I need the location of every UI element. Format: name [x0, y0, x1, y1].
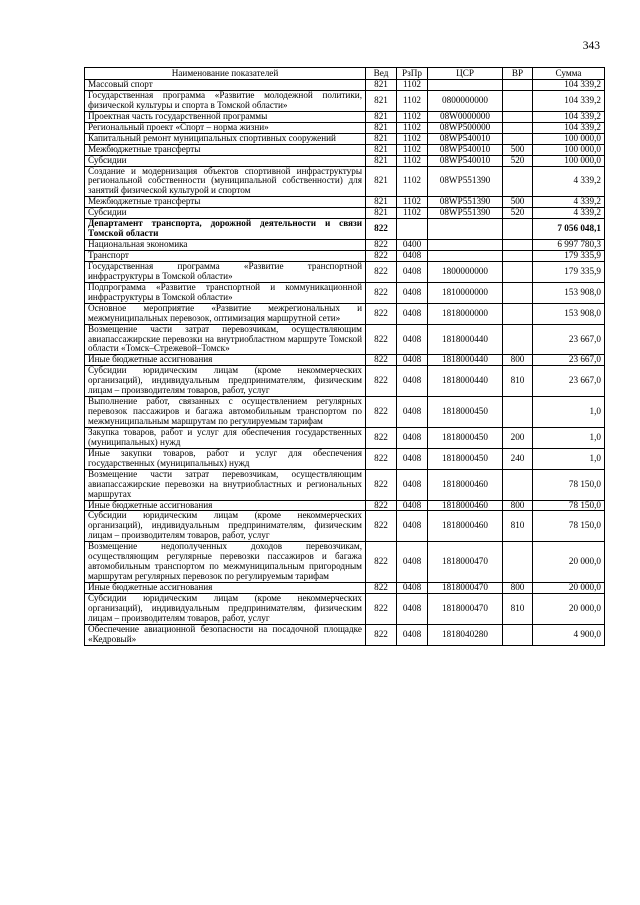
row-vr: 800 — [503, 583, 533, 594]
table-row — [85, 511, 605, 542]
row-sum: 78 150,0 — [533, 511, 605, 542]
table-row — [85, 324, 605, 355]
row-name: Закупка товаров, работ и услуг для обеспечения государственных (муниципальных) нужд — [85, 427, 366, 448]
row-ved: 822 — [366, 511, 397, 542]
row-name: Массовый спорт — [85, 80, 366, 91]
row-name: Государственная программа «Развитие транспортной инфраструктуры в Томской области» — [85, 261, 366, 282]
row-vr: 200 — [503, 427, 533, 448]
header-csr: ЦСР — [428, 68, 503, 80]
row-sum: 153 908,0 — [533, 282, 605, 303]
row-csr: 1818040280 — [428, 624, 503, 645]
row-ved: 821 — [366, 111, 397, 122]
row-sum: 100 000,0 — [533, 133, 605, 144]
row-ved: 821 — [366, 208, 397, 219]
table-row — [85, 397, 605, 428]
row-csr: 1818000450 — [428, 427, 503, 448]
header-rzpr: РзПр — [397, 68, 428, 80]
table-row — [85, 90, 605, 111]
row-sum: 23 667,0 — [533, 355, 605, 366]
row-vr — [503, 219, 533, 240]
row-sum: 6 997 780,3 — [533, 240, 605, 251]
row-ved: 822 — [366, 366, 397, 397]
row-vr: 800 — [503, 355, 533, 366]
row-rzpr: 0408 — [397, 448, 428, 469]
row-sum: 104 339,2 — [533, 80, 605, 91]
row-rzpr — [397, 219, 428, 240]
row-csr: 0800000000 — [428, 90, 503, 111]
row-csr: 1818000470 — [428, 542, 503, 583]
row-csr: 1800000000 — [428, 261, 503, 282]
row-csr: 1818000460 — [428, 511, 503, 542]
table-row — [85, 219, 605, 240]
row-sum: 4 339,2 — [533, 208, 605, 219]
row-rzpr: 0408 — [397, 469, 428, 500]
page-number: 343 — [582, 40, 600, 52]
row-sum: 20 000,0 — [533, 542, 605, 583]
row-name: Региональный проект «Спорт – норма жизни» — [85, 122, 366, 133]
row-rzpr: 1102 — [397, 122, 428, 133]
row-sum: 179 335,9 — [533, 251, 605, 262]
table-row — [85, 583, 605, 594]
row-rzpr: 0408 — [397, 324, 428, 355]
row-rzpr: 1102 — [397, 155, 428, 166]
row-sum: 23 667,0 — [533, 366, 605, 397]
row-csr: 1818000440 — [428, 366, 503, 397]
row-ved: 822 — [366, 303, 397, 324]
row-name: Создание и модернизация объектов спортивной инфраструктуры региональной собственности (муниципальной собственности) для занятий физической культурой и спортом — [85, 166, 366, 197]
row-ved: 821 — [366, 166, 397, 197]
table-row — [85, 122, 605, 133]
row-csr: 1818000460 — [428, 500, 503, 511]
row-vr: 520 — [503, 208, 533, 219]
row-sum: 4 900,0 — [533, 624, 605, 645]
row-rzpr: 0408 — [397, 355, 428, 366]
row-name: Субсидии — [85, 155, 366, 166]
row-ved: 821 — [366, 122, 397, 133]
row-sum: 100 000,0 — [533, 155, 605, 166]
row-ved: 822 — [366, 542, 397, 583]
row-rzpr: 1102 — [397, 90, 428, 111]
table-row — [85, 355, 605, 366]
row-name: Возмещение части затрат перевозчикам, осуществляющим авиапассажирские перевозки на внутриобластных и региональных маршрутах — [85, 469, 366, 500]
row-ved: 822 — [366, 427, 397, 448]
row-vr — [503, 111, 533, 122]
row-csr — [428, 80, 503, 91]
row-sum: 1,0 — [533, 397, 605, 428]
table-row — [85, 542, 605, 583]
row-csr: 1818000440 — [428, 324, 503, 355]
header-name: Наименование показателей — [85, 68, 366, 80]
table-row — [85, 500, 605, 511]
row-ved: 821 — [366, 90, 397, 111]
row-rzpr: 0408 — [397, 282, 428, 303]
row-name: Иные бюджетные ассигнования — [85, 500, 366, 511]
row-name: Основное мероприятие «Развитие межрегиональных и межмуниципальных перевозок, оптимизация маршрутной сети» — [85, 303, 366, 324]
row-sum: 4 339,2 — [533, 197, 605, 208]
row-name: Иные бюджетные ассигнования — [85, 355, 366, 366]
table-row — [85, 448, 605, 469]
row-ved: 821 — [366, 197, 397, 208]
row-sum: 104 339,2 — [533, 90, 605, 111]
row-ved: 822 — [366, 219, 397, 240]
table-row — [85, 197, 605, 208]
row-ved: 821 — [366, 80, 397, 91]
row-name: Межбюджетные трансферты — [85, 144, 366, 155]
row-vr — [503, 469, 533, 500]
table-body — [85, 80, 605, 646]
table-row — [85, 144, 605, 155]
row-vr — [503, 324, 533, 355]
row-sum: 104 339,2 — [533, 122, 605, 133]
row-csr: 1818000000 — [428, 303, 503, 324]
row-rzpr: 0408 — [397, 427, 428, 448]
row-vr: 240 — [503, 448, 533, 469]
row-rzpr: 1102 — [397, 144, 428, 155]
row-ved: 822 — [366, 240, 397, 251]
row-sum: 78 150,0 — [533, 469, 605, 500]
row-sum: 1,0 — [533, 448, 605, 469]
row-vr: 500 — [503, 197, 533, 208]
row-vr — [503, 282, 533, 303]
table-row — [85, 166, 605, 197]
row-sum: 104 339,2 — [533, 111, 605, 122]
row-rzpr: 0408 — [397, 583, 428, 594]
row-csr: 1818000470 — [428, 583, 503, 594]
row-sum: 1,0 — [533, 427, 605, 448]
row-sum: 153 908,0 — [533, 303, 605, 324]
row-name: Субсидии — [85, 208, 366, 219]
table-header-row — [85, 68, 605, 80]
row-sum: 20 000,0 — [533, 593, 605, 624]
row-rzpr: 1102 — [397, 80, 428, 91]
table-row — [85, 624, 605, 645]
row-sum: 7 056 048,1 — [533, 219, 605, 240]
row-vr — [503, 624, 533, 645]
row-vr: 810 — [503, 593, 533, 624]
table-row — [85, 133, 605, 144]
row-csr: 08WP540010 — [428, 144, 503, 155]
row-csr — [428, 219, 503, 240]
row-rzpr: 1102 — [397, 197, 428, 208]
row-csr: 1818000450 — [428, 448, 503, 469]
row-vr — [503, 397, 533, 428]
row-name: Иные бюджетные ассигнования — [85, 583, 366, 594]
row-sum: 179 335,9 — [533, 261, 605, 282]
row-csr: 08WP540010 — [428, 133, 503, 144]
row-rzpr: 0408 — [397, 500, 428, 511]
table-row — [85, 593, 605, 624]
row-name: Возмещение недополученных доходов перевозчикам, осуществляющим регулярные перевозки пассажиров и багажа автомобильным транспортом по межмуниципальным пригородным маршрутам регулярных перевозок по регулируемым тарифам — [85, 542, 366, 583]
row-rzpr: 0408 — [397, 593, 428, 624]
table-row — [85, 261, 605, 282]
row-csr: 1818000460 — [428, 469, 503, 500]
row-rzpr: 0408 — [397, 624, 428, 645]
row-vr: 810 — [503, 366, 533, 397]
table-row — [85, 240, 605, 251]
row-rzpr: 0408 — [397, 397, 428, 428]
row-vr: 520 — [503, 155, 533, 166]
row-rzpr: 0408 — [397, 251, 428, 262]
budget-table — [84, 67, 605, 646]
row-sum: 4 339,2 — [533, 166, 605, 197]
row-rzpr: 1102 — [397, 166, 428, 197]
row-sum: 100 000,0 — [533, 144, 605, 155]
header-sum: Сумма — [533, 68, 605, 80]
row-name: Капитальный ремонт муниципальных спортивных сооружений — [85, 133, 366, 144]
row-ved: 821 — [366, 144, 397, 155]
row-name: Субсидии юридическим лицам (кроме некоммерческих организаций), индивидуальным предпринимателям, физическим лицам – производителям товаров, работ, услуг — [85, 593, 366, 624]
row-vr — [503, 122, 533, 133]
row-ved: 822 — [366, 397, 397, 428]
row-csr: 08W0000000 — [428, 111, 503, 122]
row-vr: 810 — [503, 511, 533, 542]
row-rzpr: 0400 — [397, 240, 428, 251]
row-csr — [428, 240, 503, 251]
row-rzpr: 0408 — [397, 542, 428, 583]
row-vr — [503, 303, 533, 324]
row-name: Департамент транспорта, дорожной деятельности и связи Томской области — [85, 219, 366, 240]
row-name: Национальная экономика — [85, 240, 366, 251]
table-row — [85, 111, 605, 122]
row-name: Иные закупки товаров, работ и услуг для обеспечения государственных (муниципальных) нужд — [85, 448, 366, 469]
row-ved: 821 — [366, 133, 397, 144]
row-ved: 822 — [366, 469, 397, 500]
row-csr: 08WP540010 — [428, 155, 503, 166]
row-ved: 822 — [366, 500, 397, 511]
row-name: Возмещение части затрат перевозчикам, осуществляющим авиапассажирские перевозки на внутриобластном маршруте Томской области «Томск–Стрежевой–Томск» — [85, 324, 366, 355]
table-row — [85, 427, 605, 448]
row-name: Субсидии юридическим лицам (кроме некоммерческих организаций), индивидуальным предпринимателям, физическим лицам – производителям товаров, работ, услуг — [85, 511, 366, 542]
row-vr — [503, 261, 533, 282]
row-name: Выполнение работ, связанных с осуществлением регулярных перевозок пассажиров и багажа автомобильным транспортом по межмуниципальным маршрутам по регулируемым тарифам — [85, 397, 366, 428]
row-ved: 822 — [366, 261, 397, 282]
row-name: Межбюджетные трансферты — [85, 197, 366, 208]
table-row — [85, 208, 605, 219]
row-csr — [428, 251, 503, 262]
row-rzpr: 0408 — [397, 366, 428, 397]
row-csr: 1818000450 — [428, 397, 503, 428]
row-rzpr: 0408 — [397, 511, 428, 542]
row-vr — [503, 240, 533, 251]
table-row — [85, 282, 605, 303]
row-sum: 78 150,0 — [533, 500, 605, 511]
row-csr: 1810000000 — [428, 282, 503, 303]
row-csr: 1818000470 — [428, 593, 503, 624]
row-ved: 821 — [366, 155, 397, 166]
row-csr: 08WP551390 — [428, 197, 503, 208]
row-csr: 08WP551390 — [428, 166, 503, 197]
row-ved: 822 — [366, 583, 397, 594]
row-ved: 822 — [366, 282, 397, 303]
row-name: Подпрограмма «Развитие транспортной и коммуникационной инфраструктуры в Томской области» — [85, 282, 366, 303]
row-vr: 500 — [503, 144, 533, 155]
table-row — [85, 303, 605, 324]
header-vr: ВР — [503, 68, 533, 80]
row-rzpr: 1102 — [397, 208, 428, 219]
row-name: Обеспечение авиационной безопасности на посадочной площадке «Кедровый» — [85, 624, 366, 645]
row-csr: 08WP500000 — [428, 122, 503, 133]
row-ved: 822 — [366, 624, 397, 645]
table-row — [85, 251, 605, 262]
row-ved: 822 — [366, 355, 397, 366]
row-name: Проектная часть государственной программы — [85, 111, 366, 122]
row-ved: 822 — [366, 448, 397, 469]
row-sum: 20 000,0 — [533, 583, 605, 594]
row-ved: 822 — [366, 251, 397, 262]
row-csr: 08WP551390 — [428, 208, 503, 219]
row-vr — [503, 542, 533, 583]
row-name: Государственная программа «Развитие молодежной политики, физической культуры и спорта в Томской области» — [85, 90, 366, 111]
table-row — [85, 366, 605, 397]
row-vr — [503, 166, 533, 197]
row-vr — [503, 251, 533, 262]
header-ved: Вед — [366, 68, 397, 80]
row-rzpr: 0408 — [397, 303, 428, 324]
table-row — [85, 469, 605, 500]
row-csr: 1818000440 — [428, 355, 503, 366]
row-name: Субсидии юридическим лицам (кроме некоммерческих организаций), индивидуальным предпринимателям, физическим лицам – производителям товаров, работ, услуг — [85, 366, 366, 397]
row-rzpr: 1102 — [397, 111, 428, 122]
row-vr — [503, 90, 533, 111]
row-vr — [503, 80, 533, 91]
row-rzpr: 0408 — [397, 261, 428, 282]
row-sum: 23 667,0 — [533, 324, 605, 355]
row-ved: 822 — [366, 593, 397, 624]
row-vr — [503, 133, 533, 144]
row-name: Транспорт — [85, 251, 366, 262]
table-row — [85, 80, 605, 91]
row-vr: 800 — [503, 500, 533, 511]
row-rzpr: 1102 — [397, 133, 428, 144]
row-ved: 822 — [366, 324, 397, 355]
table-row — [85, 155, 605, 166]
